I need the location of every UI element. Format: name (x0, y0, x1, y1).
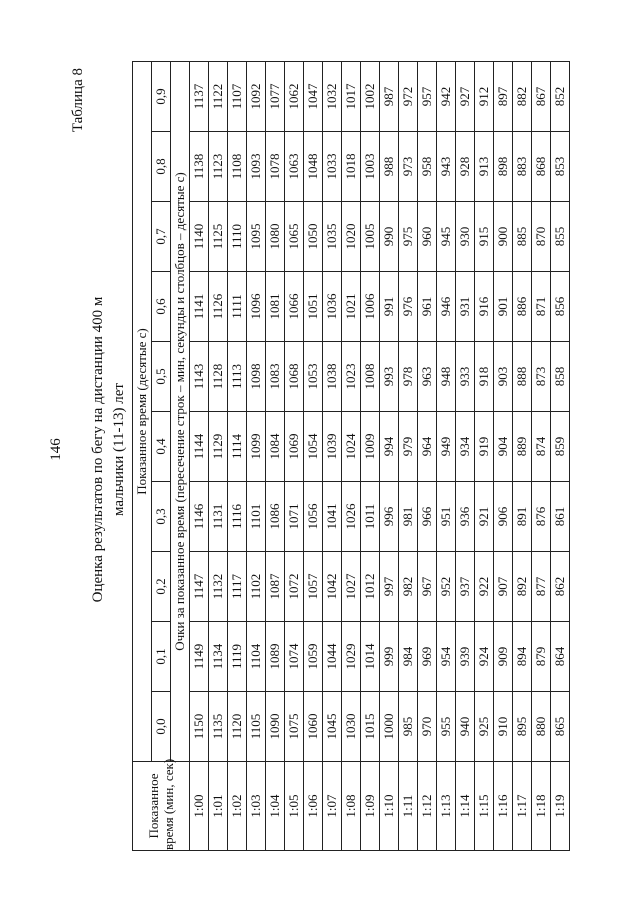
score-cell: 931 (456, 272, 475, 342)
score-cell: 885 (513, 202, 532, 272)
table-row (247, 62, 266, 851)
score-cell: 949 (437, 412, 456, 482)
score-cell: 1089 (266, 622, 285, 692)
score-cell: 1039 (323, 412, 342, 482)
score-cell: 1111 (228, 272, 247, 342)
score-cell: 1129 (209, 412, 228, 482)
score-cell: 1093 (247, 132, 266, 202)
table-row (209, 62, 228, 851)
score-cell: 886 (513, 272, 532, 342)
time-cell: 1:14 (456, 762, 475, 851)
time-cell: 1:18 (532, 762, 551, 851)
score-cell: 889 (513, 412, 532, 482)
row-header-line-1: Показанное (146, 773, 161, 839)
score-cell: 1140 (190, 202, 209, 272)
score-cell: 960 (418, 202, 437, 272)
score-cell: 990 (380, 202, 399, 272)
score-cell: 1057 (304, 552, 323, 622)
score-cell: 997 (380, 552, 399, 622)
score-cell: 1056 (304, 482, 323, 552)
time-cell: 1:09 (361, 762, 380, 851)
time-cell: 1:19 (551, 762, 570, 851)
score-cell: 852 (551, 62, 570, 132)
time-cell: 1:08 (342, 762, 361, 851)
score-cell: 865 (551, 692, 570, 762)
score-cell: 936 (456, 482, 475, 552)
score-cell: 1009 (361, 412, 380, 482)
score-cell: 1116 (228, 482, 247, 552)
score-cell: 946 (437, 272, 456, 342)
score-cell: 879 (532, 622, 551, 692)
score-cell: 910 (494, 692, 513, 762)
table-row (456, 62, 475, 851)
time-cell: 1:10 (380, 762, 399, 851)
score-cell: 880 (532, 692, 551, 762)
score-cell: 1014 (361, 622, 380, 692)
score-cell: 984 (399, 622, 418, 692)
score-cell: 859 (551, 412, 570, 482)
score-cell: 924 (475, 622, 494, 692)
score-cell: 996 (380, 482, 399, 552)
score-cell: 853 (551, 132, 570, 202)
score-cell: 1008 (361, 342, 380, 412)
score-cell: 1150 (190, 692, 209, 762)
score-cell: 1135 (209, 692, 228, 762)
score-cell: 921 (475, 482, 494, 552)
score-cell: 1114 (228, 412, 247, 482)
table-row (266, 62, 285, 851)
table-row (513, 62, 532, 851)
score-cell: 894 (513, 622, 532, 692)
time-cell: 1:05 (285, 762, 304, 851)
column-header: 0,2 (152, 552, 171, 622)
score-cell: 1053 (304, 342, 323, 412)
score-cell: 915 (475, 202, 494, 272)
table-title (88, 0, 130, 899)
score-cell: 1081 (266, 272, 285, 342)
score-cell: 1027 (342, 552, 361, 622)
column-header: 0,6 (152, 272, 171, 342)
score-cell: 877 (532, 552, 551, 622)
score-cell: 1059 (304, 622, 323, 692)
score-cell: 858 (551, 342, 570, 412)
time-cell: 1:16 (494, 762, 513, 851)
score-cell: 909 (494, 622, 513, 692)
score-cell: 1000 (380, 692, 399, 762)
score-cell: 966 (418, 482, 437, 552)
score-cell: 1015 (361, 692, 380, 762)
table-row (399, 62, 418, 851)
score-cell: 978 (399, 342, 418, 412)
score-cell: 981 (399, 482, 418, 552)
column-header: 0,1 (152, 622, 171, 692)
score-cell: 1131 (209, 482, 228, 552)
score-cell: 1092 (247, 62, 266, 132)
time-cell: 1:17 (513, 762, 532, 851)
score-cell: 919 (475, 412, 494, 482)
score-cell: 1128 (209, 342, 228, 412)
score-cell: 1096 (247, 272, 266, 342)
score-cell: 982 (399, 552, 418, 622)
score-cell: 1110 (228, 202, 247, 272)
score-cell: 862 (551, 552, 570, 622)
score-cell: 1003 (361, 132, 380, 202)
score-cell: 1099 (247, 412, 266, 482)
time-cell: 1:15 (475, 762, 494, 851)
score-cell: 1005 (361, 202, 380, 272)
score-cell: 1074 (285, 622, 304, 692)
score-cell: 987 (380, 62, 399, 132)
score-cell: 1047 (304, 62, 323, 132)
score-cell: 1098 (247, 342, 266, 412)
score-cell: 876 (532, 482, 551, 552)
score-cell: 940 (456, 692, 475, 762)
score-cell: 1023 (342, 342, 361, 412)
score-cell: 868 (532, 132, 551, 202)
score-cell: 864 (551, 622, 570, 692)
score-cell: 1033 (323, 132, 342, 202)
table-row (361, 62, 380, 851)
score-cell: 903 (494, 342, 513, 412)
score-cell: 1002 (361, 62, 380, 132)
score-cell: 1125 (209, 202, 228, 272)
score-cell: 1077 (266, 62, 285, 132)
score-cell: 1026 (342, 482, 361, 552)
time-cell: 1:03 (247, 762, 266, 851)
score-cell: 964 (418, 412, 437, 482)
score-cell: 1065 (285, 202, 304, 272)
time-cell: 1:12 (418, 762, 437, 851)
table-row (380, 62, 399, 851)
score-cell: 901 (494, 272, 513, 342)
score-cell: 972 (399, 62, 418, 132)
time-cell: 1:00 (190, 762, 209, 851)
score-cell: 1072 (285, 552, 304, 622)
score-cell: 939 (456, 622, 475, 692)
score-cell: 1126 (209, 272, 228, 342)
score-cell: 882 (513, 62, 532, 132)
score-cell: 961 (418, 272, 437, 342)
score-cell: 1090 (266, 692, 285, 762)
time-cell: 1:01 (209, 762, 228, 851)
score-cell: 1042 (323, 552, 342, 622)
score-cell: 1119 (228, 622, 247, 692)
score-cell: 1122 (209, 62, 228, 132)
score-cell: 1041 (323, 482, 342, 552)
column-header: 0,0 (152, 692, 171, 762)
column-header: 0,7 (152, 202, 171, 272)
score-cell: 1120 (228, 692, 247, 762)
score-cell: 928 (456, 132, 475, 202)
score-cell: 993 (380, 342, 399, 412)
score-cell: 963 (418, 342, 437, 412)
header-row-columns (152, 62, 171, 851)
score-cell: 927 (456, 62, 475, 132)
score-cell: 1137 (190, 62, 209, 132)
score-cell: 1141 (190, 272, 209, 342)
table-row (285, 62, 304, 851)
row-header-line-2: время (мин, сек) (161, 758, 176, 850)
time-cell: 1:02 (228, 762, 247, 851)
score-cell: 888 (513, 342, 532, 412)
table-row (494, 62, 513, 851)
score-cell: 870 (532, 202, 551, 272)
score-cell: 973 (399, 132, 418, 202)
score-cell: 912 (475, 62, 494, 132)
column-header: 0,8 (152, 132, 171, 202)
score-cell: 1146 (190, 482, 209, 552)
score-cell: 951 (437, 482, 456, 552)
score-cell: 969 (418, 622, 437, 692)
score-cell: 1102 (247, 552, 266, 622)
score-cell: 1032 (323, 62, 342, 132)
score-cell: 891 (513, 482, 532, 552)
score-cell: 999 (380, 622, 399, 692)
score-cell: 874 (532, 412, 551, 482)
score-cell: 1024 (342, 412, 361, 482)
score-cell: 1021 (342, 272, 361, 342)
score-cell: 957 (418, 62, 437, 132)
score-cell: 1068 (285, 342, 304, 412)
score-cell: 1138 (190, 132, 209, 202)
score-cell: 1086 (266, 482, 285, 552)
score-cell: 975 (399, 202, 418, 272)
table-row (323, 62, 342, 851)
score-cell: 898 (494, 132, 513, 202)
subheader: Очки за показанное время (пересечение строк – мин, секунды и столбцов – десятые с) (171, 62, 190, 762)
score-cell: 933 (456, 342, 475, 412)
column-header: 0,9 (152, 62, 171, 132)
score-cell: 1036 (323, 272, 342, 342)
title-line-2: мальчики (11-13) лет (111, 383, 127, 516)
score-cell: 945 (437, 202, 456, 272)
time-cell: 1:04 (266, 762, 285, 851)
score-cell: 991 (380, 272, 399, 342)
score-cell: 1020 (342, 202, 361, 272)
score-cell: 1018 (342, 132, 361, 202)
score-cell: 1054 (304, 412, 323, 482)
table-row (532, 62, 551, 851)
score-cell: 930 (456, 202, 475, 272)
score-cell: 897 (494, 62, 513, 132)
score-cell: 988 (380, 132, 399, 202)
score-cell: 970 (418, 692, 437, 762)
score-cell: 867 (532, 62, 551, 132)
score-cell: 1108 (228, 132, 247, 202)
table-body (190, 62, 570, 851)
table-row (437, 62, 456, 851)
score-cell: 1080 (266, 202, 285, 272)
score-cell: 1035 (323, 202, 342, 272)
score-cell: 1050 (304, 202, 323, 272)
score-cell: 1029 (342, 622, 361, 692)
header-row-1 (133, 62, 152, 851)
score-cell: 892 (513, 552, 532, 622)
score-cell: 943 (437, 132, 456, 202)
score-cell: 952 (437, 552, 456, 622)
score-cell: 1147 (190, 552, 209, 622)
score-cell: 1144 (190, 412, 209, 482)
column-header: 0,5 (152, 342, 171, 412)
score-cell: 1012 (361, 552, 380, 622)
score-cell: 994 (380, 412, 399, 482)
score-cell: 1011 (361, 482, 380, 552)
score-cell: 1143 (190, 342, 209, 412)
title-line-1: Оценка результатов по бегу на дистанции 400 м (90, 296, 106, 603)
time-cell: 1:07 (323, 762, 342, 851)
score-cell: 948 (437, 342, 456, 412)
score-cell: 922 (475, 552, 494, 622)
score-cell: 955 (437, 692, 456, 762)
score-cell: 937 (456, 552, 475, 622)
score-cell: 1060 (304, 692, 323, 762)
score-cell: 967 (418, 552, 437, 622)
score-cell: 979 (399, 412, 418, 482)
score-cell: 895 (513, 692, 532, 762)
score-cell: 1045 (323, 692, 342, 762)
score-cell: 1101 (247, 482, 266, 552)
score-cell: 925 (475, 692, 494, 762)
score-cell: 1095 (247, 202, 266, 272)
score-cell: 904 (494, 412, 513, 482)
time-cell: 1:06 (304, 762, 323, 851)
score-cell: 883 (513, 132, 532, 202)
score-cell: 1113 (228, 342, 247, 412)
score-cell: 1117 (228, 552, 247, 622)
score-cell: 1051 (304, 272, 323, 342)
score-cell: 913 (475, 132, 494, 202)
score-cell: 1087 (266, 552, 285, 622)
score-cell: 985 (399, 692, 418, 762)
score-cell: 907 (494, 552, 513, 622)
results-table (132, 61, 570, 851)
table-row (304, 62, 323, 851)
score-cell: 1078 (266, 132, 285, 202)
score-cell: 1107 (228, 62, 247, 132)
score-cell: 1123 (209, 132, 228, 202)
score-cell: 1048 (304, 132, 323, 202)
score-cell: 1105 (247, 692, 266, 762)
score-cell: 900 (494, 202, 513, 272)
score-cell: 954 (437, 622, 456, 692)
score-cell: 916 (475, 272, 494, 342)
group-header: Показанное время (десятые с) (133, 62, 152, 762)
score-cell: 1044 (323, 622, 342, 692)
score-cell: 934 (456, 412, 475, 482)
score-cell: 1083 (266, 342, 285, 412)
score-cell: 942 (437, 62, 456, 132)
score-cell: 1066 (285, 272, 304, 342)
table-label: Таблица 8 (70, 68, 86, 133)
table-row (551, 62, 570, 851)
table-row (418, 62, 437, 851)
score-cell: 958 (418, 132, 437, 202)
score-cell: 873 (532, 342, 551, 412)
score-cell: 1017 (342, 62, 361, 132)
score-cell: 976 (399, 272, 418, 342)
score-cell: 906 (494, 482, 513, 552)
table-row (190, 62, 209, 851)
time-cell: 1:13 (437, 762, 456, 851)
score-cell: 855 (551, 202, 570, 272)
score-cell: 861 (551, 482, 570, 552)
score-cell: 1104 (247, 622, 266, 692)
header-row-subheader (171, 62, 190, 851)
score-cell: 918 (475, 342, 494, 412)
column-header: 0,3 (152, 482, 171, 552)
row-header (133, 758, 190, 851)
score-cell: 1069 (285, 412, 304, 482)
score-cell: 1075 (285, 692, 304, 762)
column-header: 0,4 (152, 412, 171, 482)
table-row (475, 62, 494, 851)
score-cell: 1006 (361, 272, 380, 342)
score-cell: 856 (551, 272, 570, 342)
table-row (342, 62, 361, 851)
score-cell: 1063 (285, 132, 304, 202)
score-cell: 1062 (285, 62, 304, 132)
score-cell: 1038 (323, 342, 342, 412)
score-cell: 1132 (209, 552, 228, 622)
score-cell: 1149 (190, 622, 209, 692)
table-row (228, 62, 247, 851)
score-cell: 1071 (285, 482, 304, 552)
page-number: 146 (48, 438, 64, 461)
score-cell: 1030 (342, 692, 361, 762)
score-cell: 1134 (209, 622, 228, 692)
time-cell: 1:11 (399, 762, 418, 851)
score-cell: 871 (532, 272, 551, 342)
score-cell: 1084 (266, 412, 285, 482)
